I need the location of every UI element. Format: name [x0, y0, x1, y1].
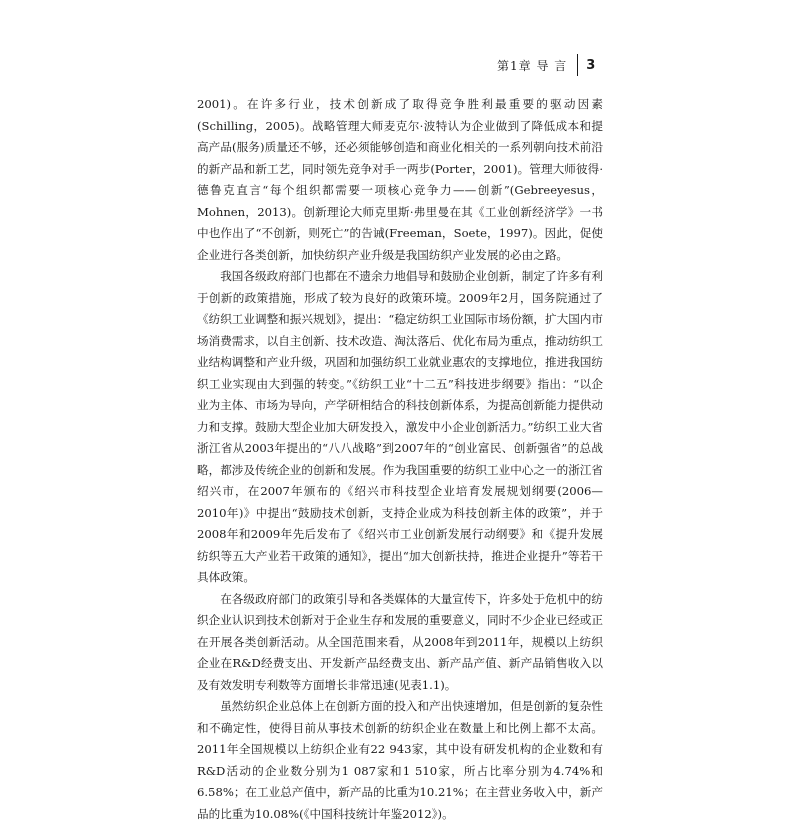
page-number: 3	[586, 57, 596, 73]
paragraph-2: 我国各级政府部门也都在不遗余力地倡导和鼓励企业创新，制定了许多有利于创新的政策措施，形成了较为良好的政策环境。2009年2月，国务院通过了《纺织工业调整和振兴规划》，提出：“稳定纺织工业国际市场份额，扩大国内市场消费需求，以自主创新、技术改造、淘汰落后、优化布局为重点，推动纺织工业结构调整和产业升级，巩固和加强纺织工业就业惠农的支撑地位，推进我国纺织工业实现由大到强的转变。”《纺织工业“十二五”科技进步纲要》指出：“以企业为主体、市场为导向，产学研相结合的科技创新体系，为提高创新能力提供动力和支撑。鼓励大型企业加大研发投入，激发中小企业创新活力。”纺织工业大省浙江省从2003年提出的“八八战略”到2007年的“创业富民、创新强省”的总战略，都涉及传统企业的创新和发展。作为我国重要的纺织工业中心之一的浙江省绍兴市，在2007年颁布的《绍兴市科技型企业培育发展规划纲要(2006—2010年)》中提出“鼓励技术创新，支持企业成为科技创新主体的政策”，并于2008年和2009年先后发布了《绍兴市工业创新发展行动纲要》和《提升发展纺织等五大产业若干政策的通知》，提出“加大创新扶持，推进企业提升”等若干具体政策。	[197, 269, 603, 584]
running-head	[497, 54, 595, 76]
paragraph-4: 虽然纺织企业总体上在创新方面的投入和产出快速增加，但是创新的复杂性和不确定性，使得目前从事技术创新的纺织企业在数量上和比例上都不太高。2011年全国规模以上纺织企业有22 943家，其中设有研发机构的企业数和有R&D活动的企业数分别为1 087家和1 510家，所占比率分别为4.74%和6.58%；在工业总产值中，新产品的比重为10.21%；在主营业务收入中，新产品的比重为10.08%(《中国科技统计年鉴2012》)。	[197, 699, 603, 821]
chapter-title: 第1章 导 言	[497, 58, 568, 73]
paragraph-3: 在各级政府部门的政策引导和各类媒体的大量宣传下，许多处于危机中的纺织企业认识到技术创新对于企业生存和发展的重要意义，同时不少企业已经或正在开展各类创新活动。从全国范围来看，从2008年到2011年，规模以上纺织企业在R&D经费支出、开发新产品经费支出、新产品产值、新产品销售收入以及有效发明专利数等方面增长非常迅速(见表1.1)。	[197, 591, 603, 692]
header-divider	[577, 54, 578, 76]
body-text	[197, 94, 603, 825]
paragraph-1: 2001)。在许多行业，技术创新成了取得竞争胜利最重要的驱动因素(Schilling，2005)。战略管理大师麦克尔·波特认为企业做到了降低成本和提高产品(服务)质量还不够，还必须能够创造和商业化相关的一系列朝向技术前沿的新产品和新工艺，同时领先竞争对手一两步(Porter，2001)。管理大师彼得·德鲁克直言“每个组织都需要一项核心竞争力——创新”(Gebreeyesus，Mohnen，2013)。创新理论大师克里斯·弗里曼在其《工业创新经济学》一书中也作出了“不创新，则死亡”的告诫(Freeman，Soete，1997)。因此，促使企业进行各类创新，加快纺织产业升级是我国纺织产业发展的必由之路。	[197, 97, 603, 262]
